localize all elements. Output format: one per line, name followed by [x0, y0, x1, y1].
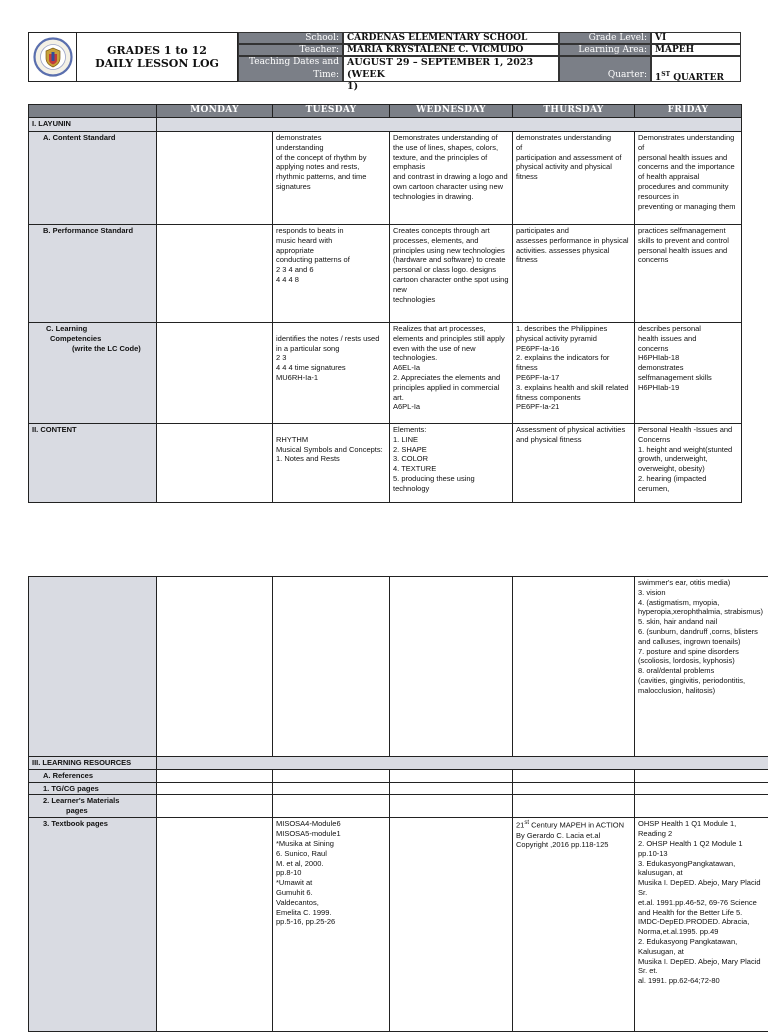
- references-tuesday: [273, 769, 390, 782]
- tg-cg-pages-monday: [157, 782, 273, 795]
- day-tuesday: TUESDAY: [273, 105, 390, 118]
- performance-standard-monday: [157, 225, 273, 323]
- textbook-pages-wednesday: [390, 818, 513, 1032]
- layunin-label: I. LAYUNIN: [29, 118, 157, 132]
- textbook-thursday-text: Century MAPEH in ACTION By Gerardo C. Lacia et.al Copyright ,2016 pp.118-125: [516, 821, 624, 850]
- content-standard-friday: Demonstrates understanding of personal health issues and concerns and the importance of health appraisal procedures and community resources in preventing or managing them: [635, 132, 742, 225]
- learning-competencies-row: [29, 323, 742, 424]
- teacher-label: Teacher:: [238, 44, 343, 56]
- teaching-dates-line2: 1): [347, 81, 558, 93]
- content-label: II. CONTENT: [29, 424, 157, 503]
- content-continued-label: [29, 577, 157, 757]
- learners-materials-label-line1: 2. Learner's Materials: [32, 796, 153, 806]
- learners-materials-wednesday: [390, 795, 513, 818]
- performance-standard-friday: practices selfmanagement skills to prevent and control personal health issues and concerns: [635, 225, 742, 323]
- log-title-line2: DAILY LESSON LOG: [95, 57, 219, 70]
- quarter-number: 1: [655, 73, 661, 83]
- day-header-row: [29, 105, 742, 118]
- learning-competencies-friday: describes personal health issues and concerns H6PHIab-18 demonstrates selfmanagement skills H6PHIab-19: [635, 323, 742, 424]
- performance-standard-label: B. Performance Standard: [29, 225, 157, 323]
- content-continued-thursday: [513, 577, 635, 757]
- content-monday: [157, 424, 273, 503]
- content-continued-friday: swimmer's ear, otitis media) 3. vision 4. (astigmatism, myopia, hyperopia,xerophthalmia, strabismus) 5. skin, hair andand nail 6. (sunburn, dandruff ,corns, blisters and calluses, ingrown toenails) 7. posture and spine disorders (scoliosis, lordosis, kyphosis) 8. oral/dental problems (cavities, gingivitis, periodontitis, malocclusion, halitosis): [635, 577, 768, 757]
- references-friday: [635, 769, 768, 782]
- learning-competencies-tuesday: identifies the notes / rests used in a particular song 2 3 4 4 4 time signatures MU6RH-Ia-1: [273, 323, 390, 424]
- day-wednesday: WEDNESDAY: [390, 105, 513, 118]
- learners-materials-label: [29, 795, 157, 818]
- performance-standard-tuesday: responds to beats in music heard with appropriate conducting patterns of 2 3 4 and 6 4 4 4 8: [273, 225, 390, 323]
- content-standard-thursday: demonstrates understanding of participation and assessment of physical activity and physical fitness: [513, 132, 635, 225]
- layunin-span: [157, 118, 742, 132]
- layunin-row: [29, 118, 742, 132]
- tg-cg-pages-friday: [635, 782, 768, 795]
- blank-header-cell: [29, 105, 157, 118]
- references-label: A. References: [29, 769, 157, 782]
- learning-area-label: Learning Area:: [559, 44, 651, 56]
- teacher-value: MARIA KRYSTALENE C. VICMUDO: [343, 44, 559, 56]
- lesson-log-header: [28, 32, 741, 82]
- textbook-thursday-num: 21: [516, 821, 524, 830]
- learners-materials-label-line2: pages: [32, 806, 153, 816]
- learning-area-value: MAPEH: [651, 44, 741, 56]
- learners-materials-friday: [635, 795, 768, 818]
- content-tuesday: RHYTHM Musical Symbols and Concepts: 1. Notes and Rests: [273, 424, 390, 503]
- tg-cg-pages-wednesday: [390, 782, 513, 795]
- learners-materials-row: [29, 795, 768, 818]
- learners-materials-monday: [157, 795, 273, 818]
- textbook-thursday-sup: st: [524, 820, 529, 826]
- learning-competencies-label-line3: (write the LC Code): [32, 344, 153, 354]
- learning-competencies-label-line2: Competencies: [32, 334, 153, 344]
- learning-competencies-label: [29, 323, 157, 424]
- references-wednesday: [390, 769, 513, 782]
- content-wednesday: Elements: 1. LINE 2. SHAPE 3. COLOR 4. TEXTURE 5. producing these using technology: [390, 424, 513, 503]
- header-info-grid: [238, 32, 741, 82]
- day-monday: MONDAY: [157, 105, 273, 118]
- references-monday: [157, 769, 273, 782]
- textbook-pages-monday: [157, 818, 273, 1032]
- teaching-dates-label-line1: Teaching Dates and: [239, 57, 339, 68]
- content-thursday: Assessment of physical activities and physical fitness: [513, 424, 635, 503]
- content-continued-monday: [157, 577, 273, 757]
- content-standard-wednesday: Demonstrates understanding of the use of lines, shapes, colors, texture, and the principles of emphasis and contrast in drawing a logo and own cartoon character using new technologies in drawing.: [390, 132, 513, 225]
- textbook-pages-friday: OHSP Health 1 Q1 Module 1, Reading 2 2. OHSP Health 1 Q2 Module 1 pp.10-13 3. EdukasyongPangkatawan, kalusugan, at Musika I. DepED. Abejo, Mary Placid Sr. et.al. 1991.pp.46-52, 69-76 Science and Health for the Better Life 5. IMDC-DepED.PRODED. Abracia, Norma,et.al.1995. pp.49 2. Edukasyong Pangkatawan, Kalusugan, at Musika I. DepED. Abejo, Mary Placid Sr. et. al. 1991. pp.62-64;72-80: [635, 818, 768, 1032]
- content-standard-monday: [157, 132, 273, 225]
- content-standard-row: [29, 132, 742, 225]
- day-friday: FRIDAY: [635, 105, 742, 118]
- content-row: [29, 424, 742, 503]
- teaching-dates-label-line2: Time:: [239, 70, 339, 81]
- grade-level-label: Grade Level:: [559, 32, 651, 44]
- log-title: [76, 32, 238, 82]
- day-thursday: THURSDAY: [513, 105, 635, 118]
- learning-resources-row: [29, 757, 768, 770]
- textbook-pages-label: 3. Textbook pages: [29, 818, 157, 1032]
- learning-competencies-thursday: 1. describes the Philippines physical activity pyramid PE6PF-Ia-16 2. explains the indicators for fitness PE6PF-Ia-17 3. explains health and skill related fitness components PE6PF-Ia-21: [513, 323, 635, 424]
- quarter-value: [651, 56, 741, 82]
- performance-standard-thursday: participates and assesses performance in physical activities. assesses physical fitness: [513, 225, 635, 323]
- quarter-suffix: ST: [661, 71, 670, 78]
- learning-competencies-monday: [157, 323, 273, 424]
- performance-standard-wednesday: Creates concepts through art processes, elements, and principles using new technologies (hardware and software) to create personal or class logo. designs cartoon character onthe spot using new technologies: [390, 225, 513, 323]
- teaching-dates-line1: AUGUST 29 – SEPTEMBER 1, 2023 (WEEK: [347, 57, 558, 81]
- learning-competencies-wednesday: Realizes that art processes, elements and principles still apply even with the use of new technologies. A6EL-Ia 2. Appreciates the elements and principles applied in commercial art. A6PL-Ia: [390, 323, 513, 424]
- learning-resources-label: III. LEARNING RESOURCES: [29, 757, 157, 770]
- lesson-log-table: [28, 104, 742, 503]
- tg-cg-pages-tuesday: [273, 782, 390, 795]
- tg-cg-pages-row: [29, 782, 768, 795]
- references-row: [29, 769, 768, 782]
- textbook-pages-thursday: [513, 818, 635, 1032]
- textbook-pages-tuesday: MISOSA4-Module6 MISOSA5-module1 *Musika at Sining 6. Sunico, Raul M. et al, 2000. pp.8-10 *Umawit at Gumuhit 6. Valdecantos, Emelita C. 1999. pp.5-16, pp.25-26: [273, 818, 390, 1032]
- school-label: School:: [238, 32, 343, 44]
- performance-standard-row: [29, 225, 742, 323]
- quarter-label: Quarter:: [559, 56, 651, 82]
- deped-seal-logo: [28, 32, 76, 82]
- content-friday: Personal Health -Issues and Concerns 1. height and weight(stunted growth, underweight, overweight, obesity) 2. hearing (impacted cerumen,: [635, 424, 742, 503]
- teaching-dates-value: [343, 56, 559, 82]
- learners-materials-tuesday: [273, 795, 390, 818]
- references-thursday: [513, 769, 635, 782]
- school-value: CARDENAS ELEMENTARY SCHOOL: [343, 32, 559, 44]
- tg-cg-pages-thursday: [513, 782, 635, 795]
- lesson-log-table-continued: [28, 576, 768, 1032]
- content-continued-tuesday: [273, 577, 390, 757]
- textbook-pages-row: [29, 818, 768, 1032]
- content-standard-tuesday: demonstrates understanding of the concept of rhythm by applying notes and rests, rhythmic patterns, and time signatures: [273, 132, 390, 225]
- content-standard-label: A. Content Standard: [29, 132, 157, 225]
- quarter-word: QUARTER: [670, 73, 724, 83]
- tg-cg-pages-label: 1. TG/CG pages: [29, 782, 157, 795]
- content-continued-wednesday: [390, 577, 513, 757]
- teaching-dates-label: [238, 56, 343, 82]
- learners-materials-thursday: [513, 795, 635, 818]
- content-continued-row: [29, 577, 768, 757]
- log-title-line1: GRADES 1 to 12: [107, 44, 207, 57]
- learning-resources-span: [157, 757, 768, 770]
- grade-level-value: VI: [651, 32, 741, 44]
- learning-competencies-label-line1: C. Learning: [32, 324, 153, 334]
